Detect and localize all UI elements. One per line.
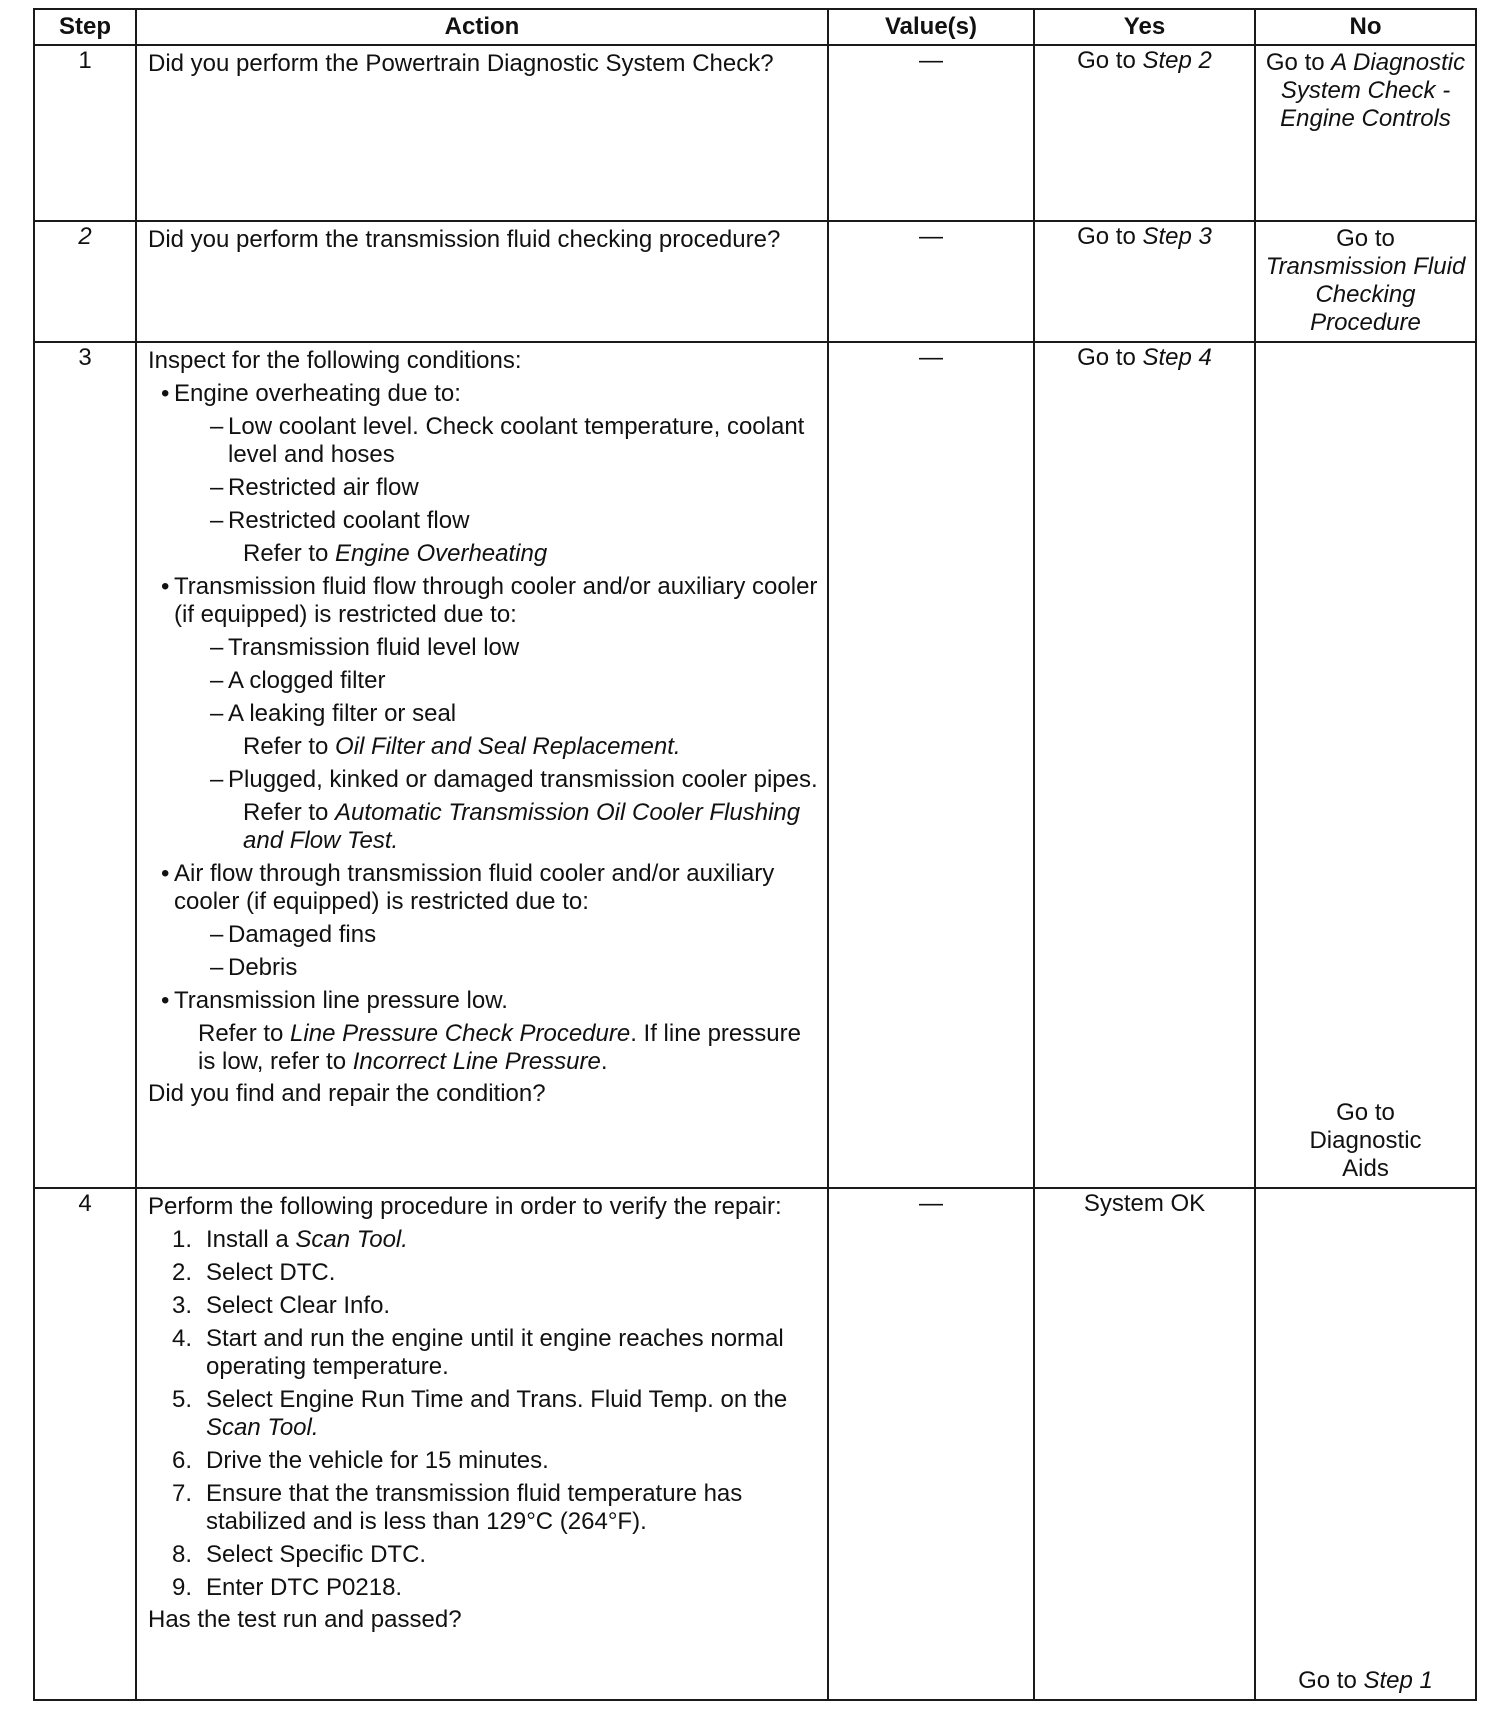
numbered-item — [148, 1574, 819, 1602]
action-cell — [136, 342, 828, 1188]
numbered-item — [148, 1386, 819, 1442]
item-number: 2. — [172, 1259, 193, 1286]
yes-link[interactable]: Step 2 — [1142, 47, 1212, 74]
step-number-text: 2 — [78, 223, 92, 250]
yes-prefix: Go to — [1077, 344, 1136, 371]
reference-line — [148, 1020, 819, 1076]
header-step: Step — [34, 9, 136, 45]
yes-prefix: Go to — [1077, 47, 1136, 74]
action-intro: Perform the following procedure in order to verify the repair: — [148, 1193, 782, 1220]
yes-cell — [1034, 221, 1255, 342]
bullet-item: • Transmission line pressure low. — [148, 987, 819, 1015]
item-text: Start and run the engine until it engine reaches normal operating temperature. — [206, 1325, 784, 1380]
item-italic: Scan Tool. — [206, 1414, 319, 1441]
reference-prefix: Refer to — [243, 799, 329, 826]
item-text: Select Clear Info. — [206, 1292, 391, 1319]
no-prefix: Go to — [1298, 1667, 1357, 1694]
diagnostic-table — [33, 8, 1477, 1701]
no-cell: Go to Diagnostic Aids — [1255, 342, 1476, 1188]
step-number: 1 — [34, 45, 136, 221]
item-number: 9. — [172, 1574, 193, 1601]
action-question: Did you find and repair the condition? — [148, 1080, 546, 1107]
no-prefix: Go to — [1265, 49, 1325, 76]
reference-prefix: Refer to — [243, 733, 329, 760]
yes-link[interactable]: Step 3 — [1142, 223, 1212, 250]
action-cell — [136, 1188, 828, 1700]
item-number: 1. — [172, 1226, 193, 1253]
item-text: Install a — [206, 1226, 289, 1253]
table-row-step-4 — [34, 1188, 1476, 1700]
item-number: 3. — [172, 1292, 193, 1319]
reference-end: . — [600, 1048, 608, 1075]
reference-middle: . If line pressure is low, refer to — [198, 1020, 801, 1075]
sub-item: – Damaged fins — [148, 921, 819, 949]
table-row-step-3 — [34, 342, 1476, 1188]
action-question: Has the test run and passed? — [148, 1606, 462, 1633]
yes-cell: System OK — [1034, 1188, 1255, 1700]
item-number: 4. — [172, 1325, 193, 1352]
no-link[interactable]: Step 1 — [1363, 1667, 1433, 1694]
item-number: 8. — [172, 1541, 193, 1568]
item-number: 6. — [172, 1447, 193, 1474]
value-cell: — — [828, 45, 1034, 221]
header-no: No — [1255, 9, 1476, 45]
action-intro: Inspect for the following conditions: — [148, 347, 522, 374]
sub-item: – Low coolant level. Check coolant temperature, coolant level and hoses — [148, 413, 819, 469]
numbered-list — [148, 1226, 819, 1602]
no-cell — [1255, 1188, 1476, 1700]
table-row-step-1 — [34, 45, 1476, 221]
sub-item: – Debris — [148, 954, 819, 982]
sub-item: – Transmission fluid level low — [148, 634, 819, 662]
reference-link[interactable]: Oil Filter and Seal Replacement. — [335, 733, 681, 760]
item-text: Select Specific DTC. — [206, 1541, 427, 1568]
reference-link[interactable]: Automatic Transmission Oil Cooler Flushing and Flow Test. — [243, 799, 801, 854]
reference-line — [148, 733, 819, 761]
reference-line — [148, 540, 819, 568]
action-text: Did you perform the transmission fluid checking procedure? — [136, 221, 828, 342]
action-text: Did you perform the Powertrain Diagnostic System Check? — [136, 45, 828, 221]
sub-item: – A leaking filter or seal — [148, 700, 819, 728]
value-cell: — — [828, 221, 1034, 342]
step-number: 4 — [34, 1188, 136, 1700]
step-number: 3 — [34, 342, 136, 1188]
no-link[interactable]: Transmission Fluid Checking Procedure — [1265, 253, 1466, 336]
header-row — [34, 9, 1476, 45]
sub-item: – Plugged, kinked or damaged transmission cooler pipes. — [148, 766, 819, 794]
numbered-item — [148, 1292, 819, 1320]
item-italic: Scan Tool. — [295, 1226, 408, 1253]
bullet-item: • Engine overheating due to: — [148, 380, 819, 408]
sub-item: – Restricted coolant flow — [148, 507, 819, 535]
reference-link[interactable]: Line Pressure Check Procedure — [290, 1020, 631, 1047]
item-text: Enter DTC P0218. — [206, 1574, 403, 1601]
numbered-item — [148, 1447, 819, 1475]
item-number: 7. — [172, 1480, 193, 1507]
numbered-item — [148, 1226, 819, 1254]
yes-prefix: Go to — [1077, 223, 1136, 250]
numbered-item — [148, 1480, 819, 1536]
value-cell: — — [828, 1188, 1034, 1700]
reference-prefix: Refer to — [243, 540, 329, 567]
no-cell — [1255, 45, 1476, 221]
item-text: Ensure that the transmission fluid temperature has stabilized and is less than 129°C (264°F). — [206, 1480, 743, 1535]
item-text: Drive the vehicle for 15 minutes. — [206, 1447, 549, 1474]
no-link[interactable]: A Diagnostic System Check - Engine Controls — [1280, 49, 1466, 132]
bullet-item: • Air flow through transmission fluid cooler and/or auxiliary cooler (if equipped) is restricted due to: — [148, 860, 819, 916]
yes-cell — [1034, 342, 1255, 1188]
numbered-item — [148, 1325, 819, 1381]
item-text: Select Engine Run Time and Trans. Fluid Temp. on the — [206, 1386, 788, 1413]
reference-prefix: Refer to — [198, 1020, 284, 1047]
numbered-item — [148, 1259, 819, 1287]
value-cell: — — [828, 342, 1034, 1188]
yes-link[interactable]: Step 4 — [1142, 344, 1212, 371]
header-yes: Yes — [1034, 9, 1255, 45]
item-text: Select DTC. — [206, 1259, 336, 1286]
yes-cell — [1034, 45, 1255, 221]
header-action: Action — [136, 9, 828, 45]
numbered-item — [148, 1541, 819, 1569]
no-cell — [1255, 221, 1476, 342]
no-prefix: Go to — [1336, 225, 1395, 252]
reference-line — [148, 799, 819, 855]
item-number: 5. — [172, 1386, 193, 1413]
table-row-step-2 — [34, 221, 1476, 342]
step-number — [34, 221, 136, 342]
bullet-item: • Transmission fluid flow through cooler and/or auxiliary cooler (if equipped) is restricted due to: — [148, 573, 819, 629]
reference-link[interactable]: Engine Overheating — [335, 540, 548, 567]
header-values: Value(s) — [828, 9, 1034, 45]
reference-link[interactable]: Incorrect Line Pressure — [352, 1048, 601, 1075]
sub-item: – Restricted air flow — [148, 474, 819, 502]
sub-item: – A clogged filter — [148, 667, 819, 695]
